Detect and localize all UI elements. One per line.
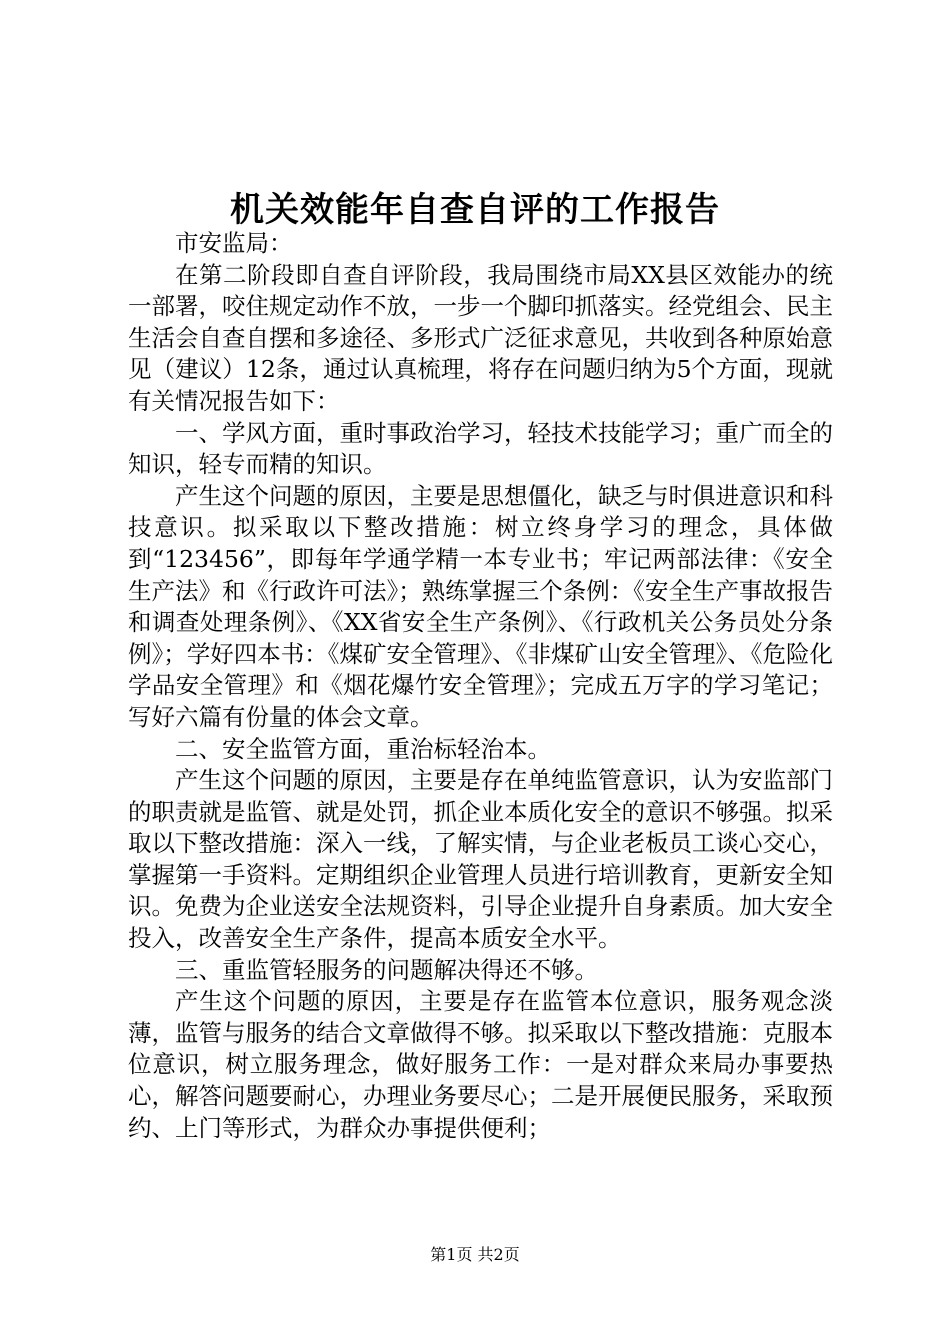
- paragraph-issue-1-cause: 产生这个问题的原因，主要是思想僵化，缺乏与时俱进意识和科技意识。拟采取以下整改措施：树立终身学习的理念，具体做到“123456”，即每年学通学精一本专业书；牢记两部法律：《安全生产法》和《行政许可法》；熟练掌握三个条例：《安全生产事故报告和调查处理条例》、《XX省安全生产条例》、《行政机关公务员处分条例》；学好四本书：《煤矿安全管理》、《非煤矿山安全管理》、《危险化学品安全管理》和《烟花爆竹安全管理》；完成五万字的学习笔记；写好六篇有份量的体会文章。: [128, 481, 833, 731]
- paragraph-intro: 在第二阶段即自查自评阶段，我局围绕市局XX县区效能办的统一部署，咬住规定动作不放，一步一个脚印抓落实。经党组会、民主生活会自查自摆和多途径、多形式广泛征求意见，共收到各种原始意见（建议）12条，通过认真梳理，将存在问题归纳为5个方面，现就有关情况报告如下：: [128, 260, 833, 415]
- document-body: [128, 228, 833, 1144]
- paragraph-issue-3-cause: 产生这个问题的原因，主要是存在监管本位意识，服务观念淡薄，监管与服务的结合文章做得不够。拟采取以下整改措施：克服本位意识，树立服务理念，做好服务工作：一是对群众来局办事要热心，解答问题要耐心，办理业务要尽心；二是开展便民服务，采取预约、上门等形式，为群众办事提供便利；: [128, 987, 833, 1142]
- paragraph-issue-3-heading: 三、重监管轻服务的问题解决得还不够。: [175, 955, 598, 984]
- paragraph-issue-2-cause: 产生这个问题的原因，主要是存在单纯监管意识，认为安监部门的职责就是监管、就是处罚，抓企业本质化安全的意识不够强。拟采取以下整改措施：深入一线，了解实情，与企业老板员工谈心交心，掌握第一手资料。定期组织企业管理人员进行培训教育，更新安全知识。免费为企业送安全法规资料，引导企业提升自身素质。加大安全投入，改善安全生产条件，提高本质安全水平。: [128, 766, 833, 953]
- paragraph-issue-1-heading: 一、学风方面，重时事政治学习，轻技术技能学习；重广而全的知识，轻专而精的知识。: [128, 418, 833, 479]
- document-title: 机关效能年自查自评的工作报告: [230, 190, 720, 230]
- page-number-footer: 第1页 共2页: [430, 1245, 520, 1264]
- paragraph-issue-2-heading: 二、安全监管方面，重治标轻治本。: [175, 734, 551, 763]
- salutation: 市安监局：: [175, 229, 293, 257]
